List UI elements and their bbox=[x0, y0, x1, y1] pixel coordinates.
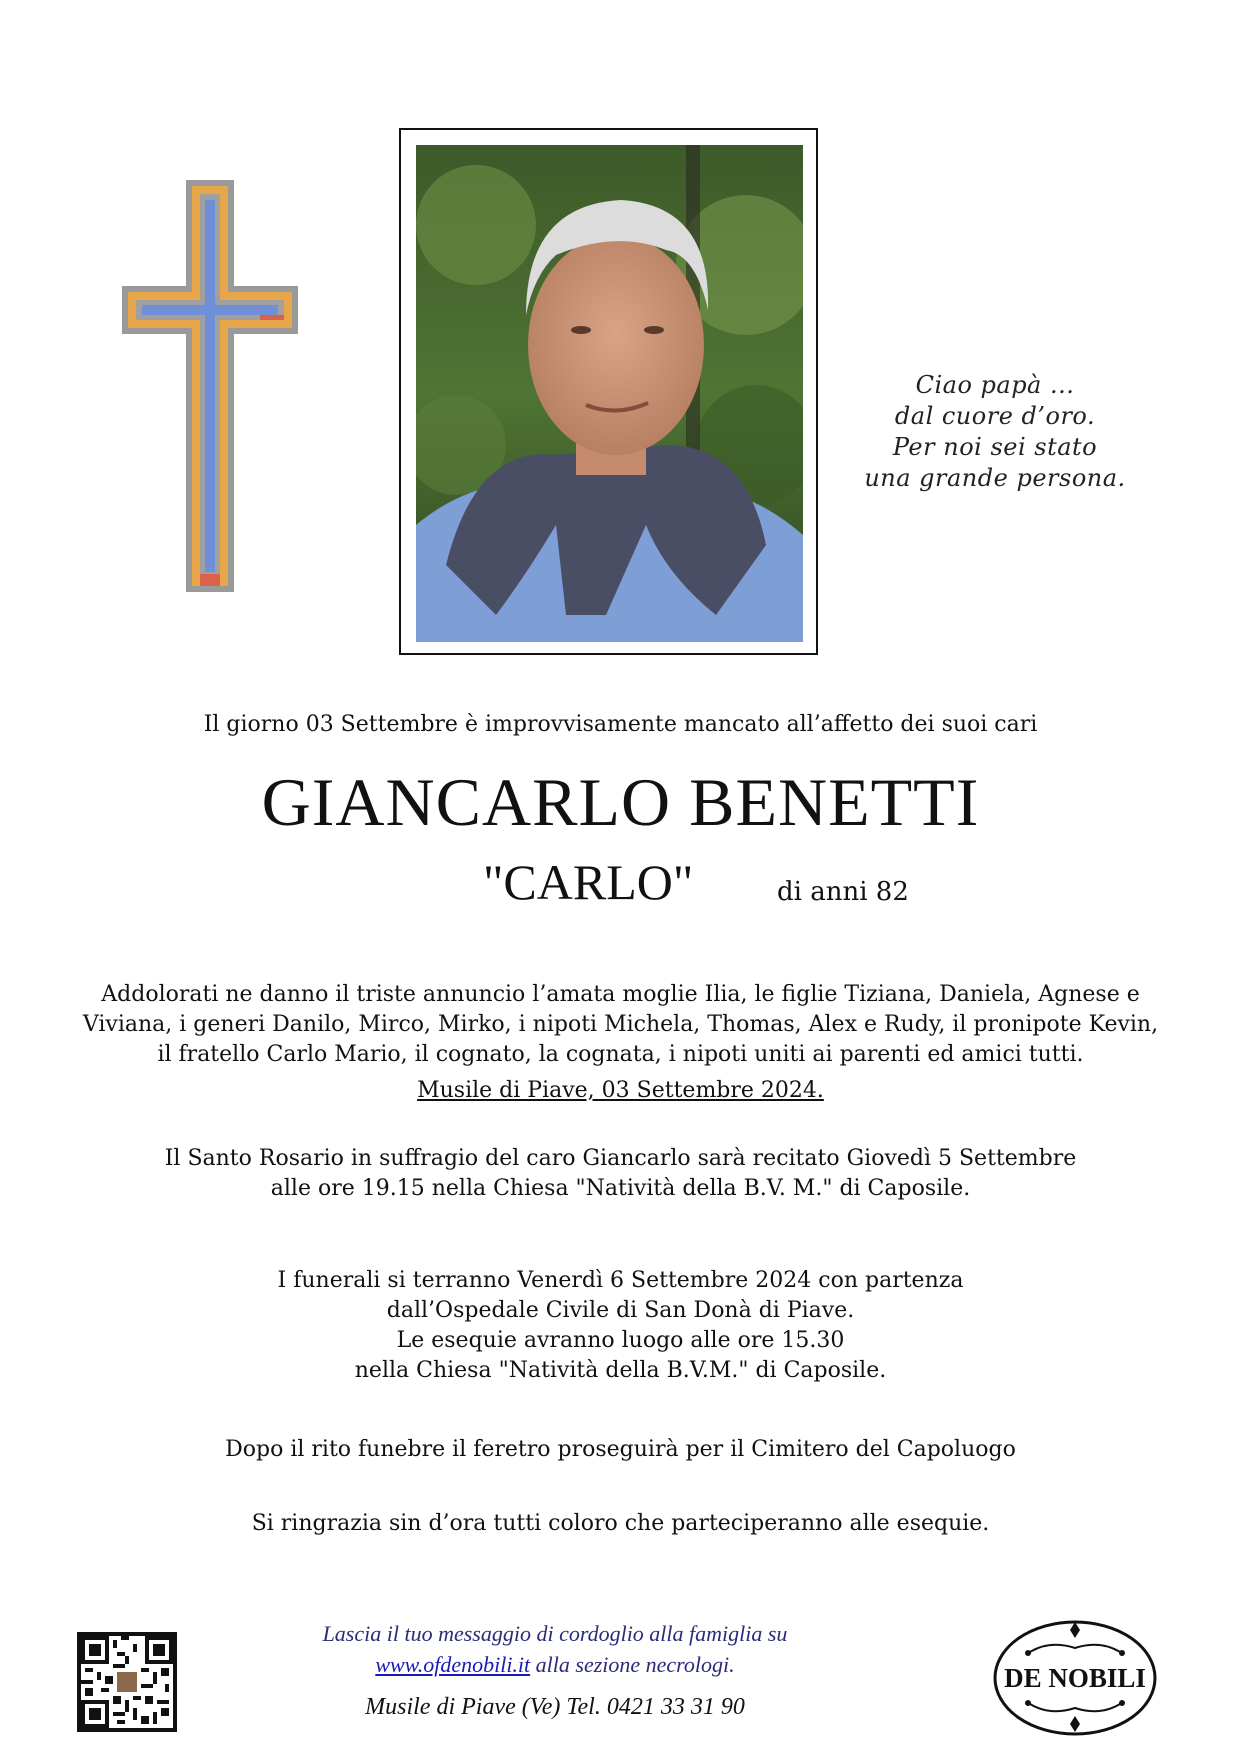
intro-text: Il giorno 03 Settembre è improvvisamente mancato all’affetto dei suoi cari bbox=[203, 712, 1038, 737]
place-date bbox=[0, 1078, 1241, 1103]
funeral-line: I funerali si terranno Venerdì 6 Settembre 2024 con partenza bbox=[277, 1268, 964, 1293]
thanks-notice: Si ringrazia sin d’ora tutti coloro che parteciperanno alle esequie. bbox=[251, 1511, 990, 1536]
deceased-nickname: "CARLO" bbox=[483, 854, 694, 910]
quote-line: Ciao papà ... bbox=[915, 371, 1075, 399]
rosary-notice bbox=[0, 1144, 1241, 1204]
deceased-age: di anni 82 bbox=[777, 877, 909, 907]
mourners-announcement bbox=[0, 980, 1241, 1070]
condolence-line-1: Lascia il tuo messaggio di cordoglio alla famiglia su bbox=[322, 1621, 788, 1646]
funeral-home-contact: Musile di Piave (Ve) Tel. 0421 33 31 90 bbox=[365, 1694, 745, 1720]
quote-line: dal cuore d’oro. bbox=[894, 402, 1096, 430]
website-link[interactable]: www.ofdenobili.it bbox=[375, 1652, 531, 1677]
condolence-line-2 bbox=[240, 1649, 870, 1680]
de-nobili-logo bbox=[990, 1612, 1160, 1740]
cross-icon bbox=[120, 178, 300, 596]
portrait-frame bbox=[399, 128, 818, 655]
procession-notice: Dopo il rito funebre il feretro proseguirà per il Cimitero del Capoluogo bbox=[225, 1437, 1016, 1462]
place-date-text: Musile di Piave, 03 Settembre 2024. bbox=[417, 1078, 824, 1103]
quote-line: Per noi sei stato bbox=[892, 433, 1098, 461]
mourners-line: il fratello Carlo Mario, il cognato, la cognata, i nipoti uniti ai parenti ed amici tutti. bbox=[157, 1042, 1084, 1067]
memorial-quote bbox=[830, 370, 1160, 494]
portrait-photo bbox=[416, 145, 803, 642]
mourners-line: Viviana, i generi Danilo, Mirco, Mirko, i nipoti Michela, Thomas, Alex e Rudy, il pronipote Kevin, bbox=[82, 1012, 1159, 1037]
mourners-line: Addolorati ne danno il triste annuncio l’amata moglie Ilia, le figlie Tiziana, Daniela, Agnese e bbox=[101, 982, 1140, 1007]
funeral-notice bbox=[0, 1266, 1241, 1386]
funeral-line: Le esequie avranno luogo alle ore 15.30 bbox=[396, 1328, 845, 1353]
logo-text: DE NOBILI bbox=[1004, 1663, 1146, 1693]
rosary-line: alle ore 19.15 nella Chiesa "Natività della B.V. M." di Caposile. bbox=[270, 1176, 971, 1201]
quote-line: una grande persona. bbox=[864, 464, 1126, 492]
funeral-line: dall’Ospedale Civile di San Donà di Piave. bbox=[386, 1298, 855, 1323]
condolence-message bbox=[240, 1618, 870, 1680]
rosary-line: Il Santo Rosario in suffragio del caro Giancarlo sarà recitato Giovedì 5 Settembre bbox=[164, 1146, 1077, 1171]
deceased-name: GIANCARLO BENETTI bbox=[261, 764, 980, 840]
qr-code-icon[interactable] bbox=[77, 1632, 177, 1732]
condolence-line-2-suffix: alla sezione necrologi. bbox=[530, 1652, 735, 1677]
funeral-line: nella Chiesa "Natività della B.V.M." di Caposile. bbox=[354, 1358, 887, 1383]
